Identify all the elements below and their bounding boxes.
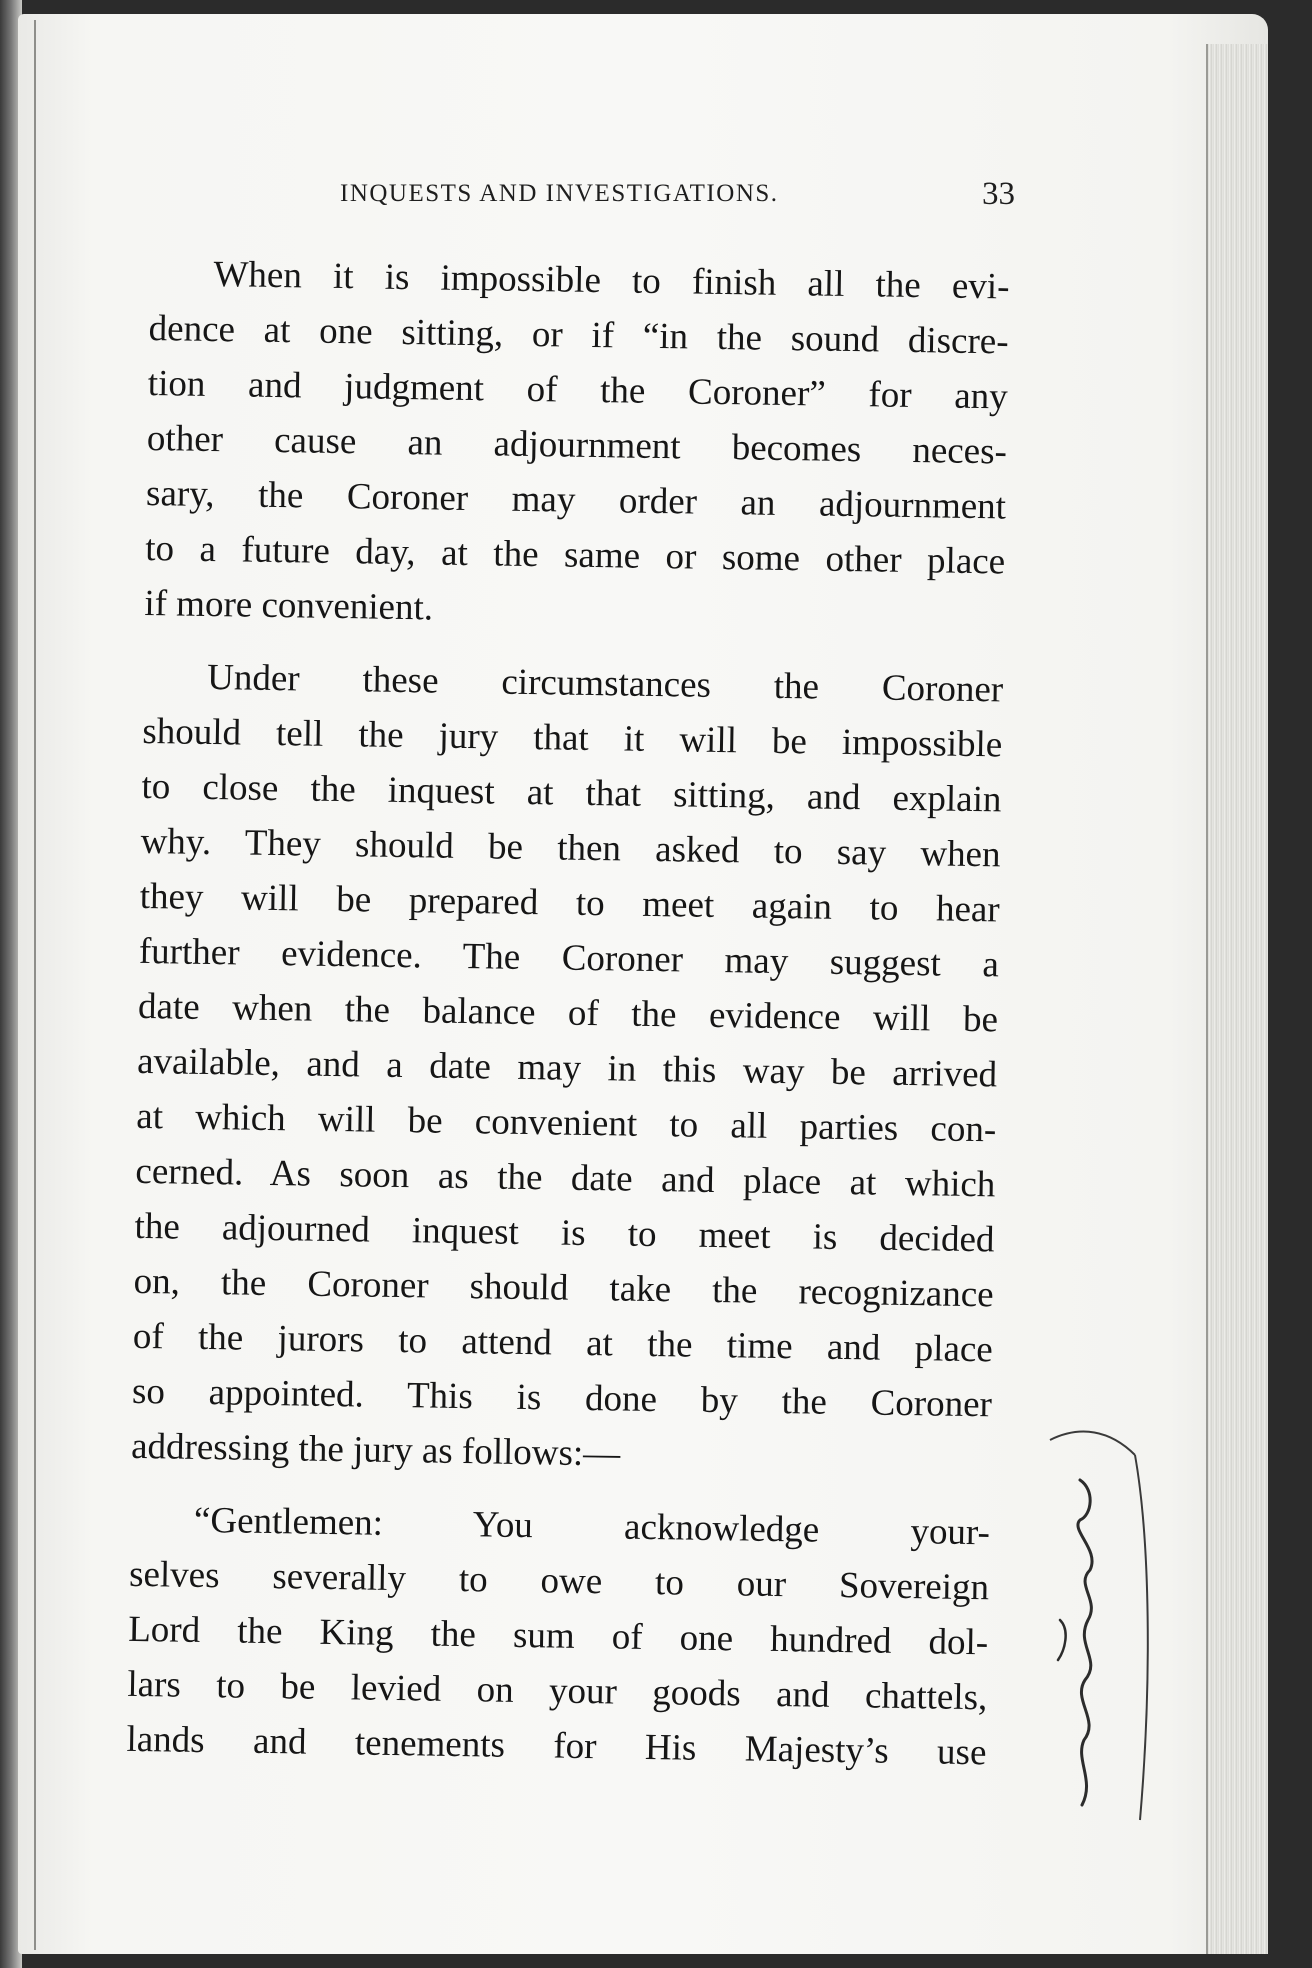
text-line: they will be prepared to meet again to hear [139, 875, 1000, 931]
page-number: 33 [982, 176, 1015, 212]
text-line: When it is impossible to finish all the evi- [213, 254, 1010, 308]
text-line: tion and judgment of the Coroner” for any [147, 362, 1009, 418]
paragraph-recognizance-formula [126, 1492, 990, 1780]
page-edges [1206, 44, 1268, 1954]
text-line: at which will be convenient to all parties con- [136, 1095, 997, 1151]
handwritten-margin-note [1040, 1420, 1160, 1840]
text-line: on, the Coroner should take the recognizance [133, 1260, 994, 1316]
text-line: so appointed. This is done by the Coroner [131, 1370, 993, 1426]
text-line: selves severally to owe to our Sovereign [128, 1553, 990, 1609]
paragraph-adjournment [144, 246, 1010, 644]
text-line: lands and tenements for His Majesty’s use [126, 1718, 987, 1774]
text-line: why. They should be then asked to say when [140, 820, 1001, 876]
text-line: cerned. As soon as the date and place at which [135, 1150, 996, 1206]
gutter-shadow [34, 20, 36, 1950]
text-line: of the jurors to attend at the time and place [132, 1315, 994, 1371]
text-line: lars to be levied on your goods and chattels, [127, 1663, 988, 1719]
text-line: if more convenient. [144, 582, 434, 629]
text-line: to a future day, at the same or some other place [144, 527, 1006, 583]
text-line: further evidence. The Coroner may suggest a [138, 930, 1000, 986]
body-text [126, 246, 1010, 1780]
text-line: sary, the Coroner may order an adjournment [145, 472, 1007, 528]
text-line: to close the inquest at that sitting, and explain [141, 765, 1002, 821]
text-line: Under these circumstances the Coroner [206, 656, 1004, 711]
text-line: addressing the jury as follows:— [130, 1425, 621, 1475]
text-line: “Gentlemen: You acknowledge your- [193, 1499, 991, 1554]
text-line: date when the balance of the evidence will be [137, 985, 999, 1041]
text-line: other cause an adjournment becomes neces- [146, 417, 1008, 473]
text-line: should tell the jury that it will be impossible [142, 710, 1003, 766]
text-line: available, and a date may in this way be arrived [136, 1040, 998, 1096]
paragraph-circumstances [131, 649, 1004, 1487]
running-head: INQUESTS AND INVESTIGATIONS. [340, 180, 779, 207]
text-line: dence at one sitting, or if “in the sound discre- [148, 307, 1009, 363]
text-line: the adjourned inquest is to meet is decided [134, 1205, 995, 1261]
text-line: Lord the King the sum of one hundred dol- [127, 1608, 989, 1664]
